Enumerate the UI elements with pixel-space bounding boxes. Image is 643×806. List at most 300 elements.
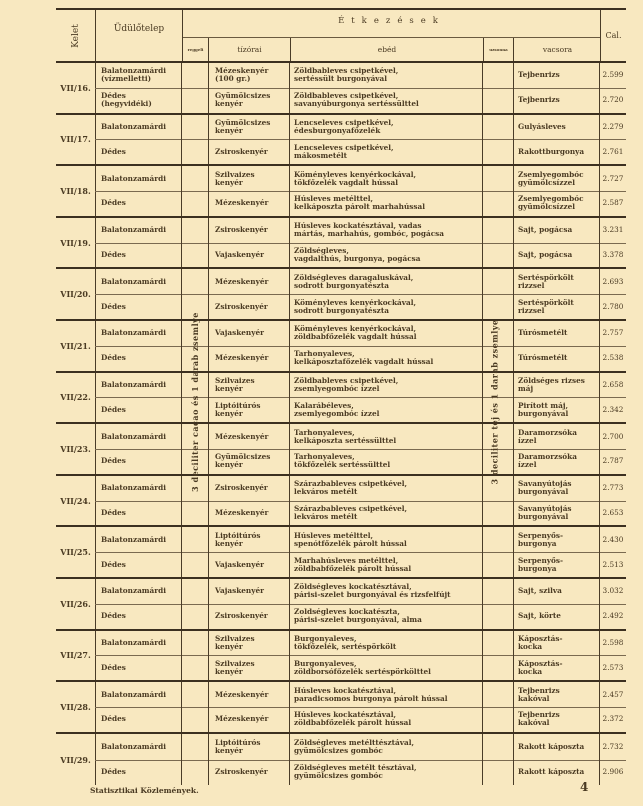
cal-cell (600, 604, 626, 629)
cal-cell (600, 734, 626, 760)
tizorai-cell-text: Vajaskenyér (215, 586, 264, 596)
table-row (95, 631, 626, 657)
tizorai-cell-text: Vajaskenyér (215, 559, 264, 569)
cal-cell-text: 2.761 (602, 146, 624, 156)
ebed-cell (290, 294, 483, 319)
ebed-cell-text: Marhahúsleves metélttel, zöldbabfőzelék párolt hússal (294, 555, 412, 573)
cal-cell-text: 2.279 (602, 121, 624, 131)
header-etkezesek (182, 10, 600, 61)
tizorai-cell (208, 346, 290, 371)
cal-cell (600, 373, 626, 398)
date-label: VII/21. (56, 321, 96, 371)
tizorai-cell (208, 424, 290, 449)
vacsora-cell (513, 63, 600, 88)
vacsora-cell-text: Serpenyős- burgonya (518, 530, 564, 548)
cal-cell (600, 269, 626, 294)
cal-cell (600, 449, 626, 474)
tizorai-cell-text: Gyümölcsizes kenyér (215, 452, 271, 470)
date-label: VII/27. (56, 631, 96, 681)
cal-cell-text: 2.693 (602, 276, 624, 286)
table-row (95, 707, 626, 732)
vacsora-cell (513, 166, 600, 191)
ebed-cell-text: Tarhonyaleves, kelkáposzta sertéssülttel (294, 427, 397, 445)
vacsora-cell-text: Sajt, pogácsa (518, 249, 573, 259)
tizorai-cell-text: Zsiroskenyér (215, 483, 268, 493)
ebed-cell (290, 373, 483, 398)
ebed-cell (290, 579, 483, 604)
place-cell (95, 527, 182, 552)
ebed-cell-text: Köményleves kenyérkockával, sodrott burgonyatészta (294, 297, 417, 315)
tizorai-cell-text: Szilvaizes kenyér (215, 658, 255, 676)
cal-cell-text: 2.573 (602, 662, 624, 672)
ebed-cell-text: Húsleves kockatésztával, vadas mártás, marhahús, gombóc, pogácsa (294, 221, 444, 239)
place-cell-text: Balatonzamárdi (101, 328, 166, 338)
reggeli-note (186, 70, 204, 734)
ebed-cell (290, 527, 483, 552)
tizorai-cell (208, 476, 290, 501)
cal-cell (600, 682, 626, 707)
place-cell (95, 604, 182, 629)
table-row (95, 346, 626, 371)
tizorai-cell-text: Gyümölcsizes kenyér (215, 117, 271, 135)
vacsora-cell (513, 397, 600, 422)
cal-cell-text: 2.780 (602, 301, 624, 311)
tizorai-cell (208, 501, 290, 526)
date-label: VII/19. (56, 218, 96, 268)
tizorai-cell-text: Szilvaizes kenyér (215, 169, 255, 187)
ebed-cell (290, 166, 483, 191)
table-row (95, 139, 626, 164)
table-row (95, 88, 626, 113)
ebed-cell-text: Húsleves kockatésztával, zöldbabfőzelék párolt hússal (294, 710, 412, 728)
date-group (56, 682, 626, 734)
place-cell (95, 552, 182, 577)
vacsora-cell (513, 501, 600, 526)
header-kelet-label: Kelet (70, 23, 81, 48)
table-row (95, 734, 626, 761)
ebed-cell (290, 449, 483, 474)
vacsora-cell (513, 321, 600, 346)
date-group (56, 424, 626, 476)
vacsora-cell-text: Sajt, körte (518, 611, 561, 621)
tizorai-cell (208, 397, 290, 422)
place-cell-text: Balatonzamárdi (101, 225, 166, 235)
ebed-cell (290, 269, 483, 294)
place-cell (95, 166, 182, 191)
cal-cell (600, 63, 626, 88)
cal-cell (600, 552, 626, 577)
ebed-cell-text: Zöldségleves, vagdalthús, burgonya, pogácsa (294, 245, 421, 263)
tizorai-cell (208, 166, 290, 191)
ebed-cell-text: Zöldségleves daragaluskával, sodrott burgonyatészta (294, 272, 414, 290)
cal-cell-text: 2.587 (602, 198, 624, 208)
date-label: VII/24. (56, 476, 96, 526)
ebed-cell-text: Szárazbableves csipetkével, lekváros metélt (294, 479, 408, 497)
header-kelet (56, 10, 95, 61)
ebed-cell-text: Zöldbableves csipetkével, sertéssült burgonyával (294, 66, 399, 84)
table-row (95, 552, 626, 577)
cal-cell (600, 88, 626, 113)
place-cell (95, 449, 182, 474)
tizorai-cell-text: Mézeskenyér (215, 714, 269, 724)
header-tizorai: tízórai (209, 38, 291, 61)
header-ebed: ebéd (291, 38, 484, 61)
ebed-cell-text: Zoldségleves kockatészta, párisi-szelet burgonyával, alma (294, 607, 422, 625)
vacsora-cell-text: Tejbenrizs (518, 70, 560, 80)
place-cell (95, 294, 182, 319)
place-cell-text: Dédes (101, 301, 126, 311)
date-group (56, 527, 626, 579)
ebed-cell (290, 88, 483, 113)
tizorai-cell-text: Zsiroskenyér (215, 767, 268, 777)
cal-cell (600, 631, 626, 656)
table-row (95, 424, 626, 450)
header-cal: Cal. (600, 10, 626, 61)
table-row (95, 243, 626, 268)
table-row (95, 269, 626, 295)
vacsora-cell-text: Sertéspörkölt rizzsel (518, 272, 574, 290)
cal-cell-text: 2.773 (602, 483, 624, 493)
vacsora-cell-text: Tejbenrizs (518, 95, 560, 105)
place-cell-text: Dédes (101, 714, 126, 724)
ebed-cell (290, 552, 483, 577)
tizorai-cell-text: Liptóitúrós kenyér (215, 400, 261, 418)
place-cell (95, 734, 182, 760)
tizorai-cell (208, 321, 290, 346)
ebed-cell-text: Köményleves kenyérkockával, tökfőzelék vagdalt hússal (294, 169, 417, 187)
page-number: 4 (580, 780, 589, 794)
cal-cell (600, 707, 626, 732)
uzsonna-note (485, 70, 503, 734)
place-cell-text: Balatonzamárdi (101, 741, 166, 751)
place-cell (95, 631, 182, 656)
place-cell-text: Dédes (101, 198, 126, 208)
date-group (56, 218, 626, 270)
place-cell-text: Balatonzamárdi (101, 173, 166, 183)
ebed-cell (290, 321, 483, 346)
vacsora-cell-text: Daramorzsóka ízzel (518, 452, 577, 470)
tizorai-cell-text: Vajaskenyér (215, 249, 264, 259)
ebed-cell (290, 604, 483, 629)
vacsora-cell (513, 294, 600, 319)
place-cell (95, 115, 182, 140)
vacsora-cell-text: Sajt, szilva (518, 586, 562, 596)
cal-cell-text: 2.653 (602, 507, 624, 517)
place-cell (95, 243, 182, 268)
tizorai-cell-text: Mézeskenyér (215, 431, 269, 441)
vacsora-cell (513, 88, 600, 113)
vacsora-cell (513, 139, 600, 164)
cal-cell (600, 476, 626, 501)
tizorai-cell (208, 115, 290, 140)
place-cell (95, 191, 182, 216)
header-reggeli: reggeli (183, 38, 209, 61)
tizorai-cell-text: Zsiroskenyér (215, 611, 268, 621)
vacsora-cell-text: Túrósmetélt (518, 353, 568, 363)
date-label: VII/28. (56, 682, 96, 732)
vacsora-cell-text: Rakott káposzta (518, 767, 585, 777)
place-cell (95, 579, 182, 604)
place-cell-text: Dédes (101, 353, 126, 363)
vacsora-cell (513, 346, 600, 371)
ebed-cell-text: Húsleves metélttel, kelkáposzta párolt marhahússal (294, 194, 425, 212)
table-row (95, 397, 626, 422)
place-cell-text: Balatonzamárdi (101, 483, 166, 493)
vacsora-cell (513, 424, 600, 449)
table-row (95, 655, 626, 680)
vacsora-cell (513, 373, 600, 398)
tizorai-cell (208, 243, 290, 268)
cal-cell-text: 2.727 (602, 173, 624, 183)
vacsora-cell-text: Rakott káposzta (518, 741, 585, 751)
vacsora-cell (513, 243, 600, 268)
tizorai-cell-text: Mézeskenyér (215, 276, 269, 286)
place-cell (95, 373, 182, 398)
cal-cell-text: 2.342 (602, 404, 624, 414)
vacsora-cell-text: Sertéspörkölt rizzsel (518, 297, 574, 315)
cal-cell (600, 321, 626, 346)
place-cell-text: Dédes (101, 559, 126, 569)
cal-cell (600, 294, 626, 319)
ebed-cell-text: Zöldségleves metélttésztával, gyümölcsizes gombóc (294, 737, 415, 755)
date-group (56, 63, 626, 115)
place-cell-text: Dédes (101, 611, 126, 621)
header-vacsora: vacsora (542, 45, 573, 54)
date-label: VII/26. (56, 579, 96, 629)
date-group (56, 321, 626, 373)
tizorai-cell (208, 88, 290, 113)
tizorai-cell-text: Liptóitúrós kenyér (215, 530, 261, 548)
table-row (95, 218, 626, 244)
tizorai-cell-text: Vajaskenyér (215, 328, 264, 338)
table-row (95, 579, 626, 605)
date-group (56, 734, 626, 786)
cal-cell-text: 2.757 (602, 328, 624, 338)
table-row (95, 760, 626, 786)
header-etkezesek-title: Étkezések (338, 16, 445, 26)
date-group (56, 373, 626, 425)
vacsora-cell (513, 682, 600, 707)
ebed-cell-text: Lencseleves csipetkével, édesburgonyafőzelék (294, 117, 394, 135)
place-cell-text: Dédes (101, 507, 126, 517)
cal-cell (600, 760, 626, 786)
tizorai-cell-text: Gyümölcsizes kenyér (215, 91, 271, 109)
tizorai-cell-text: Mézeskenyér (215, 689, 269, 699)
date-label: VII/23. (56, 424, 96, 474)
tizorai-cell (208, 604, 290, 629)
ebed-cell-text: Burgonyaleves, tökfőzelék, sertéspörkölt (294, 633, 397, 651)
vacsora-cell-text: Sajt, pogácsa (518, 225, 573, 235)
vacsora-cell (513, 476, 600, 501)
tizorai-cell (208, 631, 290, 656)
table-row (95, 115, 626, 141)
vacsora-cell (513, 527, 600, 552)
ebed-cell (290, 476, 483, 501)
ebed-cell (290, 501, 483, 526)
cal-cell-text: 2.538 (602, 353, 624, 363)
ebed-cell-text: Zöldbableves csipetkével, zsemlyegombóc ízzel (294, 375, 399, 393)
cal-cell-text: 2.658 (602, 379, 624, 389)
cal-cell-text: 2.430 (602, 534, 624, 544)
cal-cell-text: 2.598 (602, 637, 624, 647)
cal-cell (600, 243, 626, 268)
tizorai-cell-text: Mézeskenyér (100 gr.) (215, 66, 269, 84)
vacsora-cell-text: Zsemlyegombóc gyümölcsízzel (518, 169, 584, 187)
vacsora-cell (513, 707, 600, 732)
tizorai-cell-text: Szilvaizes kenyér (215, 375, 255, 393)
cal-cell (600, 579, 626, 604)
cal-cell (600, 397, 626, 422)
date-group (56, 269, 626, 321)
place-cell (95, 476, 182, 501)
vacsora-cell (513, 552, 600, 577)
place-cell (95, 682, 182, 707)
tizorai-cell (208, 373, 290, 398)
ebed-cell-text: Kalarábéleves, zsemlyegombóc ízzel (294, 400, 380, 418)
place-cell (95, 424, 182, 449)
cal-cell (600, 191, 626, 216)
place-cell (95, 88, 182, 113)
ebed-cell-text: Zöldségleves kockatésztával, párisi-szelet burgonyával és rizsfelfújt (294, 582, 451, 600)
ebed-cell-text: Lencseleves csipetkével, mákosmetélt (294, 142, 394, 160)
ebed-cell (290, 218, 483, 243)
table-row (95, 191, 626, 216)
table-row (95, 476, 626, 502)
place-cell-text: Balatonzamárdi (101, 379, 166, 389)
date-label: VII/18. (56, 166, 96, 216)
vacsora-cell (513, 655, 600, 680)
vacsora-cell (513, 269, 600, 294)
ebed-cell-text: Tarhonyaleves, kelkáposztafőzelék vagdalt hússal (294, 349, 434, 367)
table-row (95, 527, 626, 553)
tizorai-cell (208, 655, 290, 680)
place-cell (95, 346, 182, 371)
table-row (95, 501, 626, 526)
date-group (56, 631, 626, 683)
vacsora-cell-text: Káposztás- kocka (518, 633, 563, 651)
table-row (95, 166, 626, 192)
ebed-cell-text: Tarhonyaleves, tökfőzelék sertéssülttel (294, 452, 391, 470)
header-meal-columns (183, 37, 600, 61)
date-group (56, 166, 626, 218)
tizorai-cell-text: Liptóitúrós kenyér (215, 737, 261, 755)
date-label: VII/17. (56, 115, 96, 165)
place-cell (95, 269, 182, 294)
cal-cell-text: 3.378 (602, 249, 624, 259)
cal-cell (600, 424, 626, 449)
table-row (95, 449, 626, 474)
vacsora-cell-text: Gulyásleves (518, 121, 566, 131)
cal-cell (600, 655, 626, 680)
place-cell (95, 397, 182, 422)
ebed-cell (290, 191, 483, 216)
cal-cell-text: 2.599 (602, 70, 624, 80)
cal-cell (600, 166, 626, 191)
place-cell-text: Balatonzamárdi (101, 534, 166, 544)
menu-table (56, 8, 626, 785)
place-cell-text: Balatonzamárdi (101, 121, 166, 131)
ebed-cell-text: Köményleves kenyérkockával, zöldbabfőzelék vagdalt hússal (294, 324, 417, 342)
ebed-cell-text: Szárazbableves csipetkével, lekváros metélt (294, 503, 408, 521)
tizorai-cell (208, 552, 290, 577)
tizorai-cell-text: Zsiroskenyér (215, 225, 268, 235)
vacsora-cell-text: Túrósmetélt (518, 328, 568, 338)
ebed-cell (290, 63, 483, 88)
cal-cell (600, 115, 626, 140)
table-row (95, 373, 626, 399)
cal-cell-text: 2.457 (602, 689, 624, 699)
vacsora-cell-text: Serpenyős- burgonya (518, 555, 564, 573)
tizorai-cell (208, 707, 290, 732)
ebed-cell (290, 631, 483, 656)
ebed-cell (290, 655, 483, 680)
cal-cell-text: 3.032 (602, 586, 624, 596)
place-cell-text: Dédes (101, 249, 126, 259)
tizorai-cell (208, 760, 290, 786)
uzsonna-note-text: 3 deciliter tej és 1 darab zsemlye (489, 319, 499, 485)
ebed-cell (290, 424, 483, 449)
place-cell-text: Balatonzamárdi (101, 689, 166, 699)
place-cell-text: Balatonzamárdi (vízmelletti) (101, 66, 166, 84)
tizorai-cell-text: Mézeskenyér (215, 507, 269, 517)
vacsora-cell-text: Daramorzsóka ízzel (518, 427, 577, 445)
date-label: VII/29. (56, 734, 96, 786)
table-row (95, 604, 626, 629)
tizorai-cell (208, 682, 290, 707)
place-cell-text: Balatonzamárdi (101, 637, 166, 647)
reggeli-note-text: 3 deciliter cacao és 1 darab zsemlye (190, 312, 201, 492)
vacsora-cell (513, 631, 600, 656)
vacsora-cell (513, 218, 600, 243)
tizorai-cell-text: Szilvaizes kenyér (215, 633, 255, 651)
header-udulotelep: Üdülőtelep (95, 10, 182, 61)
cal-cell-text: 2.720 (602, 95, 624, 105)
place-cell-text: Dédes (101, 456, 126, 466)
place-cell (95, 321, 182, 346)
vacsora-cell-text: Savanyútojás burgonyával (518, 503, 572, 521)
place-cell-text: Balatonzamárdi (101, 276, 166, 286)
ebed-cell (290, 139, 483, 164)
vacsora-cell-text: Savanyútojás burgonyával (518, 479, 572, 497)
tizorai-cell (208, 294, 290, 319)
cal-cell-text: 2.906 (602, 767, 624, 777)
ebed-cell (290, 682, 483, 707)
ebed-cell (290, 707, 483, 732)
place-cell (95, 655, 182, 680)
vacsora-cell-text: Rakottburgonya (518, 146, 585, 156)
cal-cell-text: 2.372 (602, 714, 624, 724)
vacsora-cell (513, 449, 600, 474)
place-cell (95, 218, 182, 243)
ebed-cell-text: Zöldségleves metélt tésztával, gyümölcsizes gombóc (294, 763, 417, 781)
tizorai-cell (208, 449, 290, 474)
tizorai-cell (208, 579, 290, 604)
cal-cell-text: 2.513 (602, 559, 624, 569)
cal-cell-text: 2.492 (602, 611, 624, 621)
vacsora-cell (513, 191, 600, 216)
table-row (95, 682, 626, 708)
publication-name: Statisztikai Közlemények. (90, 786, 199, 795)
tizorai-cell (208, 191, 290, 216)
date-group (56, 115, 626, 167)
vacsora-cell-text: Káposztás- kocka (518, 658, 563, 676)
vacsora-cell-text: Zsemlyegombóc gyümölcsízzel (518, 194, 584, 212)
date-label: VII/22. (56, 373, 96, 423)
ebed-cell-text: Húsleves kockatésztával, paradicsomos burgonya párolt hússal (294, 685, 448, 703)
tizorai-cell-text: Zsiroskenyér (215, 146, 268, 156)
ebed-cell (290, 346, 483, 371)
ebed-cell (290, 760, 483, 786)
